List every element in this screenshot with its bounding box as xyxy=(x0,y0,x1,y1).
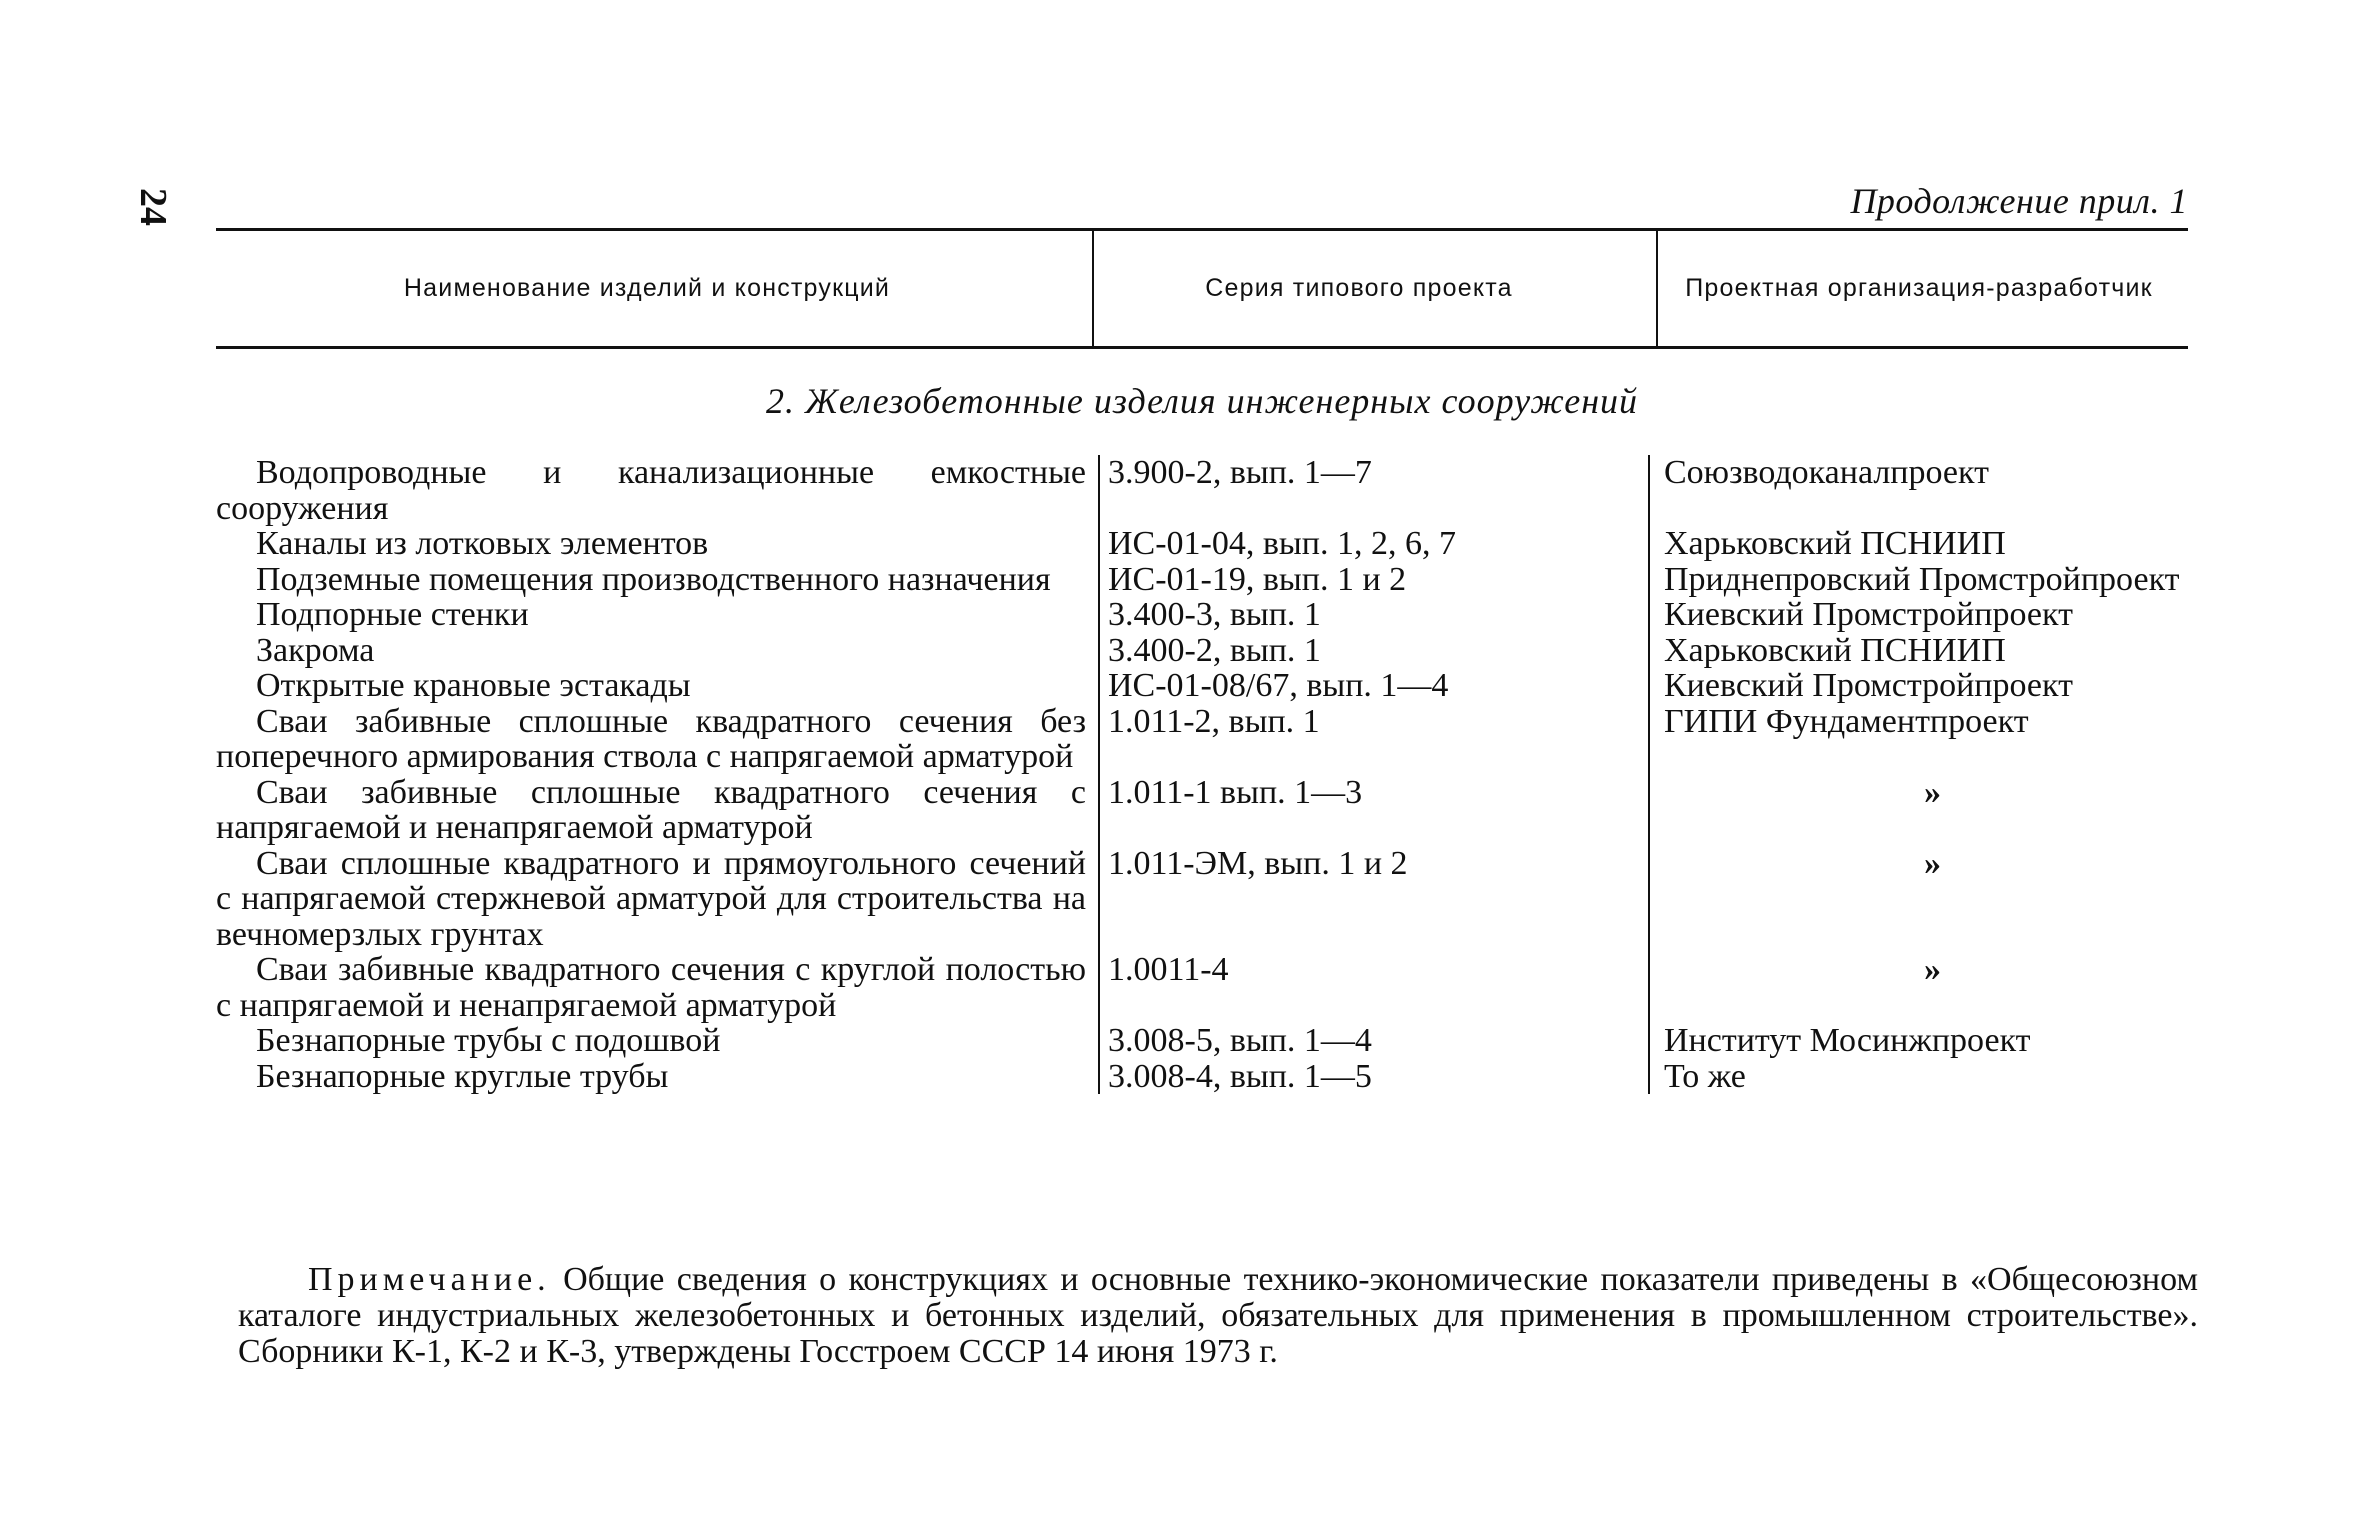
table-header xyxy=(216,231,2188,346)
organization-cell: Институт Мосинжпроект xyxy=(1649,1023,2206,1059)
organization-cell: ГИПИ Фундаментпроект xyxy=(1649,704,2206,775)
organization-cell: Приднепровский Промстройпроект xyxy=(1649,562,2206,598)
ditto-mark: » xyxy=(1649,952,2206,1023)
product-name: Безнапорные круглые трубы xyxy=(256,1057,669,1095)
section-title: 2. Железобетонные изделия инженерных сооружений xyxy=(765,381,1639,421)
organization-cell: Харьковский ПСНИИП xyxy=(1649,633,2206,669)
product-name-cell xyxy=(216,952,1099,1023)
footnote-lead: Примечание. xyxy=(308,1261,551,1298)
product-name-cell xyxy=(216,633,1099,669)
series-cell: 3.008-4, вып. 1—5 xyxy=(1099,1059,1649,1095)
table-row xyxy=(216,1059,2206,1095)
product-name: Сваи забивные сплошные квадратного сечения с напрягаемой и ненапрягаемой арматурой xyxy=(216,773,1086,846)
series-cell: 3.400-2, вып. 1 xyxy=(1099,633,1649,669)
organization-cell: Киевский Промстройпроект xyxy=(1649,668,2206,704)
product-name-cell xyxy=(216,668,1099,704)
organization-cell: Союзводоканалпроект xyxy=(1649,455,2206,526)
series-cell: 1.0011-4 xyxy=(1099,952,1649,1023)
organization-cell: Харьковский ПСНИИП xyxy=(1649,526,2206,562)
organization-cell: То же xyxy=(1649,1059,2206,1095)
product-name-cell xyxy=(216,1023,1099,1059)
series-cell: ИС-01-04, вып. 1, 2, 6, 7 xyxy=(1099,526,1649,562)
table-row xyxy=(216,526,2206,562)
footnote xyxy=(238,1262,2198,1370)
product-name-cell xyxy=(216,775,1099,846)
product-name: Подземные помещения производственного назначения xyxy=(256,560,1051,598)
series-cell: 3.008-5, вып. 1—4 xyxy=(1099,1023,1649,1059)
table-row xyxy=(216,597,2206,633)
header-bottom-rule xyxy=(216,346,2188,349)
series-cell: 1.011-ЭМ, вып. 1 и 2 xyxy=(1099,846,1649,953)
table-row xyxy=(216,633,2206,669)
product-name: Каналы из лотковых элементов xyxy=(256,525,709,562)
series-cell: 1.011-2, вып. 1 xyxy=(1099,704,1649,775)
product-name: Открытые крановые эстакады xyxy=(256,667,691,704)
product-name: Сваи забивные квадратного сечения с круглой полостью с напрягаемой и ненапрягаемой арматурой xyxy=(216,951,1086,1024)
table-row xyxy=(216,952,2206,1023)
series-cell: 1.011-1 вып. 1—3 xyxy=(1099,775,1649,846)
ditto-mark: » xyxy=(1649,775,2206,846)
product-name: Безнапорные трубы с подошвой xyxy=(256,1022,721,1059)
header-name-column: Наименование изделий и конструкций xyxy=(403,274,891,302)
header-org-column: Проектная организация-разработчик xyxy=(1685,274,2153,302)
product-name-cell xyxy=(216,562,1099,598)
page-number: 24 xyxy=(132,188,174,226)
organization-cell: Киевский Промстройпроект xyxy=(1649,597,2206,633)
table-row xyxy=(216,455,2206,526)
product-name-cell xyxy=(216,846,1099,953)
table-row xyxy=(216,562,2206,598)
table-row xyxy=(216,775,2206,846)
series-cell: ИС-01-08/67, вып. 1—4 xyxy=(1099,668,1649,704)
table-row xyxy=(216,1023,2206,1059)
product-name-cell xyxy=(216,597,1099,633)
footnote-text: Общие сведения о конструкциях и основные технико-экономические показатели приведены в «Общесоюзном каталоге индустриальных железобетонных и бетонных изделий, обязательных для применения в промышленном строительстве». Сборники К-1, К-2 и К-3, утверждены Госстроем СССР 14 июня 1973 г. xyxy=(238,1261,2198,1370)
series-cell: 3.900-2, вып. 1—7 xyxy=(1099,455,1649,526)
series-cell: 3.400-3, вып. 1 xyxy=(1099,597,1649,633)
series-cell: ИС-01-19, вып. 1 и 2 xyxy=(1099,562,1649,598)
product-name-cell xyxy=(216,526,1099,562)
header-series-column: Серия типового проекта xyxy=(1205,274,1513,302)
product-name-cell xyxy=(216,704,1099,775)
table-row xyxy=(216,704,2206,775)
table-row xyxy=(216,668,2206,704)
product-name-cell xyxy=(216,455,1099,526)
product-name: Подпорные стенки xyxy=(256,596,529,633)
continuation-label: Продолжение прил. 1 xyxy=(1850,181,2188,221)
products-table xyxy=(216,455,2206,1094)
product-name: Водопроводные и канализационные емкостные сооружения xyxy=(216,454,1086,527)
product-name-cell xyxy=(216,1059,1099,1095)
table-row xyxy=(216,846,2206,953)
product-name: Закрома xyxy=(256,631,375,669)
ditto-mark: » xyxy=(1649,846,2206,953)
product-name: Сваи забивные сплошные квадратного сечения без поперечного армирования ствола с напрягаемой арматурой xyxy=(216,702,1086,775)
product-name: Сваи сплошные квадратного и прямоугольного сечений с напрягаемой стержневой арматурой для строительства на вечномерзлых грунтах xyxy=(216,844,1086,953)
